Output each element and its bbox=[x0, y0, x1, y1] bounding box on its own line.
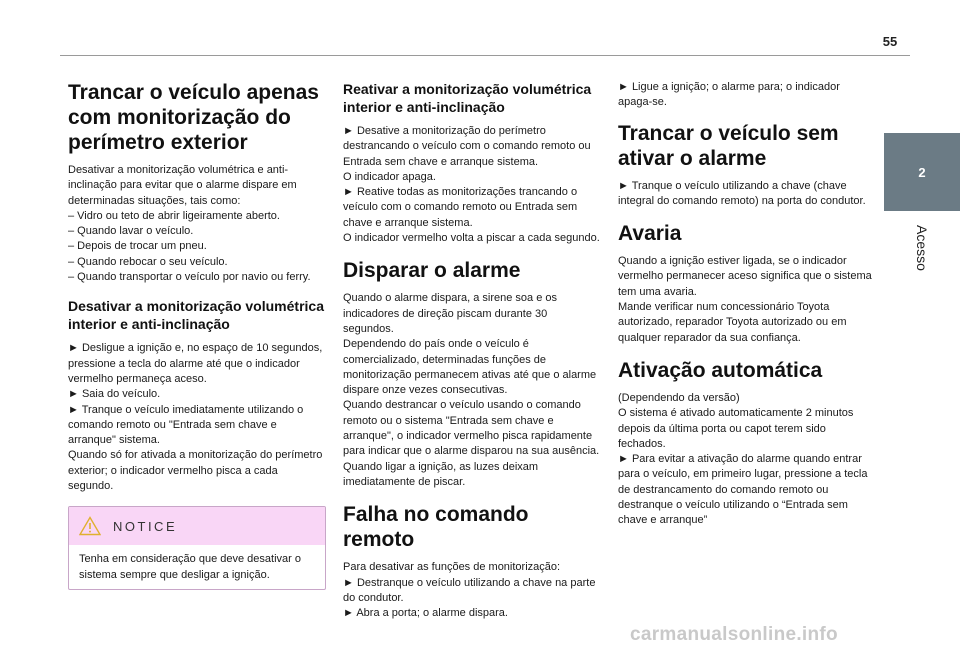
notice-label: NOTICE bbox=[113, 518, 178, 534]
paragraph: Dependendo do país onde o veículo é comercializado, determinadas funções de monitorização permanecem ativas até que o alarme dispare onze vezes consecutivas. bbox=[343, 338, 597, 397]
paragraph: ► Abra a porta; o alarme dispara. bbox=[343, 607, 508, 620]
paragraph: ► Reative todas as monitorizações trancando o veículo com o comando remoto ou Entrada sem chave e arranque sistema. bbox=[343, 186, 578, 229]
paragraph: ► Tranque o veículo utilizando a chave (chave integral do comando remoto) na porta do condutor. bbox=[618, 179, 866, 207]
section-title-lock-no-alarm: Trancar o veículo sem ativar o alarme bbox=[618, 121, 839, 170]
column-2 bbox=[343, 80, 601, 621]
paragraph: O indicador apaga. bbox=[343, 170, 436, 183]
paragraph: ► Desligue a ignição e, no espaço de 10 segundos, pressione a tecla do alarme até que o indicador vermelho permaneça aceso. bbox=[68, 342, 323, 385]
page-number: 55 bbox=[882, 34, 898, 49]
paragraph: ► Tranque o veículo imediatamente utilizando o comando remoto ou "Entrada sem chave e arranque" sistema. bbox=[68, 403, 304, 447]
chapter-label-text: Acesso bbox=[913, 225, 930, 271]
paragraph: Mande verificar num concessionário Toyota autorizado, reparador Toyota autorizado ou em qualquer reparador da sua confiança. bbox=[618, 301, 847, 344]
warning-icon bbox=[79, 516, 101, 536]
list-item: – Depois de trocar um pneu. bbox=[68, 240, 207, 253]
list-item: – Quando transportar o veículo por navio ou ferry. bbox=[68, 271, 311, 284]
section-title-lock-perimeter: Trancar o veículo apenas com monitorização do perímetro exterior bbox=[68, 81, 319, 154]
paragraph: ► Saia do veículo. bbox=[68, 388, 161, 401]
list-item: – Quando rebocar o seu veículo. bbox=[68, 255, 228, 268]
section-title-remote-failure: Falha no comando remoto bbox=[343, 503, 529, 552]
list-item: – Vidro ou teto de abrir ligeiramente aberto. bbox=[68, 209, 280, 222]
paragraph: O indicador vermelho volta a piscar a cada segundo. bbox=[343, 232, 600, 245]
paragraph: Quando o alarme dispara, a sirene soa e os indicadores de direção piscam durante 30 segundos. bbox=[343, 292, 558, 335]
section-title-trigger-alarm: Disparar o alarme bbox=[343, 259, 521, 283]
section-title-auto-activation: Ativação automática bbox=[618, 358, 823, 382]
paragraph: (Dependendo da versão) bbox=[618, 391, 740, 404]
chapter-tab[interactable]: 2 bbox=[884, 133, 960, 211]
paragraph: O sistema é ativado automaticamente 2 minutos depois da última porta ou capot terem sido fechados. bbox=[618, 407, 854, 450]
section-title-reactivate: Reativar a monitorização volumétrica interior e anti-inclinação bbox=[343, 81, 592, 115]
notice-header bbox=[69, 507, 325, 545]
section-title-fault: Avaria bbox=[618, 222, 682, 246]
paragraph: Quando só for ativada a monitorização do perímetro exterior; o indicador vermelho pisca a cada segundo. bbox=[68, 449, 323, 493]
notice-text: Tenha em consideração que deve desativar o sistema sempre que desligar a ignição. bbox=[79, 553, 301, 581]
paragraph: ► Destranque o veículo utilizando a chave na parte do condutor. bbox=[343, 576, 596, 604]
intro-paragraph: Desativar a monitorização volumétrica e anti-inclinação para evitar que o alarme dispare em determinadas situações, tais como: bbox=[68, 164, 297, 207]
paragraph: ► Ligue a ignição; o alarme para; o indicador apaga-se. bbox=[618, 81, 840, 109]
column-3 bbox=[618, 80, 876, 529]
site-watermark: carmanualsonline.info bbox=[630, 624, 838, 645]
paragraph: Quando destrancar o veículo usando o comando remoto ou o sistema "Entrada sem chave e arranque", o indicador vermelho pisca rapidamente para indicar que o alarme disparou na sua ausência. Quando ligar a ignição, as luzes deixam imediatamente de piscar. bbox=[343, 399, 600, 488]
section-title-deactivate: Desativar a monitorização volumétrica interior e anti-inclinação bbox=[68, 298, 324, 333]
paragraph: Quando a ignição estiver ligada, se o indicador vermelho permanecer aceso significa que o sistema tem uma avaria. bbox=[618, 255, 872, 298]
paragraph: ► Desative a monitorização do perímetro destrancando o veículo com o comando remoto ou Entrada sem chave e arranque sistema. bbox=[343, 125, 591, 168]
paragraph: ► Para evitar a ativação do alarme quando entrar para o veículo, em primeiro lugar, pressione a tecla de destrancamento do comando remoto ou destranque o veículo utilizando o “Entrada sem chave e arranque” bbox=[618, 453, 868, 527]
header-divider bbox=[60, 55, 910, 56]
list-item: – Quando lavar o veículo. bbox=[68, 225, 194, 238]
chapter-label bbox=[884, 218, 960, 278]
paragraph: Para desativar as funções de monitorização: bbox=[343, 561, 561, 574]
notice-box bbox=[68, 506, 326, 590]
column-1 bbox=[68, 80, 326, 590]
